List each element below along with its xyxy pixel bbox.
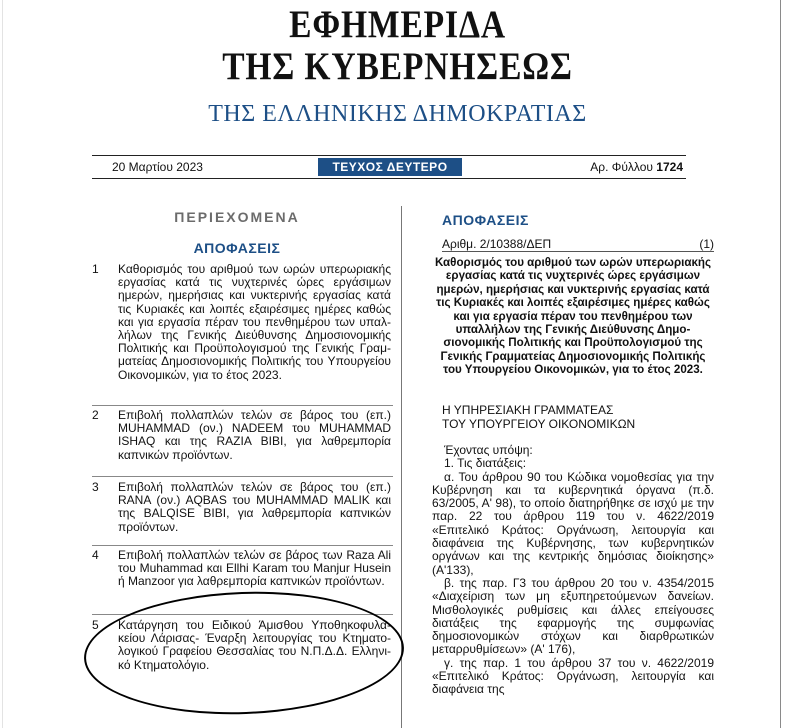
masthead-subtitle: ΤΗΣ ΕΛΛΗΝΙΚΗΣ ΔΗΜΟΚΡΑΤΙΑΣ bbox=[208, 101, 587, 127]
contents-item-number: 3 bbox=[92, 480, 99, 494]
contents-item-text: Κατάργηση του Ειδικού Άμισθου Υποθηκοφυλακείου Λάρισας- Έναρξη λειτουργίας του Κτηματολογικού Γραφείου Θεσσαλίας του Ν.Π.Δ.Δ. Ελληνικό Κτηματολόγιο. bbox=[118, 618, 391, 672]
contents-separator bbox=[92, 476, 393, 477]
hand-drawn-circle-annotation bbox=[82, 586, 406, 719]
contents-separator bbox=[92, 405, 393, 406]
masthead-title-line2: ΤΗΣ ΚΥΒΕΡΝΗΣΕΩΣ bbox=[222, 45, 573, 88]
issuing-authority bbox=[442, 404, 635, 431]
contents-item-number: 1 bbox=[92, 262, 99, 276]
decision-reference-number: Αριθμ. 2/10388/ΔΕΠ bbox=[442, 237, 552, 251]
decisions-heading: ΑΠΟΦΑΣΕΙΣ bbox=[442, 212, 529, 228]
sheet-number bbox=[590, 160, 683, 174]
contents-item-text: Επιβολή πολλαπλών τελών σε βάρος του (επ.) MUHAMMAD (ον.) NADEEM του MUHAMMAD ISHAQ και της RAZIA BIBI, για λαθρεμπορία καπνικών προϊόντων. bbox=[118, 408, 391, 462]
sheet-number-value: 1724 bbox=[656, 160, 683, 174]
contents-heading: ΠΕΡΙΕΧΟΜΕΝΑ bbox=[174, 209, 300, 225]
issue-date: 20 Μαρτίου 2023 bbox=[112, 160, 203, 174]
contents-item-text: Καθορισμός του αριθμού των ωρών υπερωριακής εργασίας κατά τις νυχτερινές ώρες εργάσιμων ημερών, ημερήσιας και νυκτερινής εργασίας κατά τις Κυριακές και λοιπές εξαιρέσιμες ημέρες καθώς και για εργασία πέραν του πενθημέρου των υπαλλήλων της Γενικής Διεύθυνσης Δημοσιονομικής Πολιτικής και Προϋπολογισμού της Γενικής Γραμματείας Δημοσιονομικής Πολιτικής του Υπουργείου Οικονομικών, για το έτος 2023. bbox=[118, 262, 391, 382]
body-paragraph: β. της παρ. Γ3 του άρθρου 20 του ν. 4354/2015 «Διαχείριση των μη εξυπηρετούμενων δανείων. Μισθολογικές ρυθμίσεις και άλλες επείγουσες διατάξεις της εφαρμογής της συμφωνίας δημοσιονομικών στόχων και διαρθρωτικών μεταρρυθμίσεων» (Α' 176), bbox=[432, 575, 714, 657]
sheet-number-label: Αρ. Φύλλου bbox=[590, 160, 653, 174]
decision-body bbox=[432, 444, 714, 697]
body-paragraph: 1. Τις διατάξεις: bbox=[444, 456, 527, 471]
decision-index: (1) bbox=[699, 237, 714, 251]
issue-label: ΤΕΥΧΟΣ ΔΕΥΤΕΡΟ bbox=[318, 158, 462, 176]
contents-item-text: Επιβολή πολλαπλών τελών σε βάρος των Raza Ali του Muhammad και Ellhi Karam του Manjur Husein ή Manzoor για λαθρεμπορία καπνικών προϊόντων. bbox=[118, 548, 391, 589]
contents-section-heading: ΑΠΟΦΑΣΕΙΣ bbox=[193, 240, 281, 256]
decision-reference bbox=[442, 237, 714, 251]
contents-item-number: 4 bbox=[92, 548, 99, 562]
decision-title: Καθορισμός του αριθμού των ωρών υπερωριακής εργασίας κατά τις νυχτερινές ώρες εργάσιμων ημερών, ημερήσιας και νυκτερινής εργασίας κατά τις Κυριακές και λοιπές εξαιρέσιμες ημέρες καθώς και για εργασία πέραν του πενθημέρου των υπαλλήλων της Γενικής Διεύθυνσης Δημοσιονομικής Πολιτικής και Προϋπολογισμού της Γενικής Γραμματείας Δημοσιονομικής Πολιτικής του Υπουργείου Οικονομικών, για το έτος 2023. bbox=[434, 256, 712, 377]
issue-bar-top-rule bbox=[92, 155, 686, 156]
body-paragraph: α. Του άρθρου 90 του Κώδικα νομοθεσίας για την Κυβέρνηση και τα κυβερνητικά όργανα (π.δ. 63/2005, Α' 98), το οποίο διατηρήθηκε σε ισχύ με την παρ. 22 του άρθρου 119 του ν. 4622/2019 «Επιτελικό Κράτος: Οργάνωση, λειτουργία και διαφάνεια της Κυβέρνησης, των κυβερνητικών οργάνων και της κεντρικής δημόσιας διοίκησης» (Α'133), bbox=[432, 469, 714, 577]
decision-reference-rule bbox=[442, 251, 714, 252]
body-paragraph: Έχοντας υπόψη: bbox=[444, 443, 533, 457]
contents-separator bbox=[92, 545, 393, 546]
issue-bar-bottom-rule bbox=[92, 178, 686, 179]
masthead-title-line1: ΕΦΗΜΕΡΙΔΑ bbox=[289, 3, 506, 46]
body-paragraph: γ. της παρ. 1 του άρθρου 37 του ν. 4622/2019 «Επιτελικό Κράτος: Οργάνωση, λειτουργία και διαφάνεια της bbox=[432, 655, 714, 697]
contents-item-number: 5 bbox=[92, 618, 99, 632]
issuing-authority-line2: ΤΟΥ ΥΠΟΥΡΓΕΙΟΥ ΟΙΚΟΝΟΜΙΚΩΝ bbox=[442, 416, 636, 431]
contents-item-number: 2 bbox=[92, 408, 99, 422]
contents-item-text: Επιβολή πολλαπλών τελών σε βάρος του (επ.) RANA (ον.) AQBAS του MUHAMMAD MALIK και της BALQISE BIBI, για λαθρεμπορία καπνικών προϊόντων. bbox=[118, 480, 391, 534]
issuing-authority-line1: Η ΥΠΗΡΕΣΙΑΚΗ ΓΡΑΜΜΑΤΕΑΣ bbox=[442, 403, 614, 417]
